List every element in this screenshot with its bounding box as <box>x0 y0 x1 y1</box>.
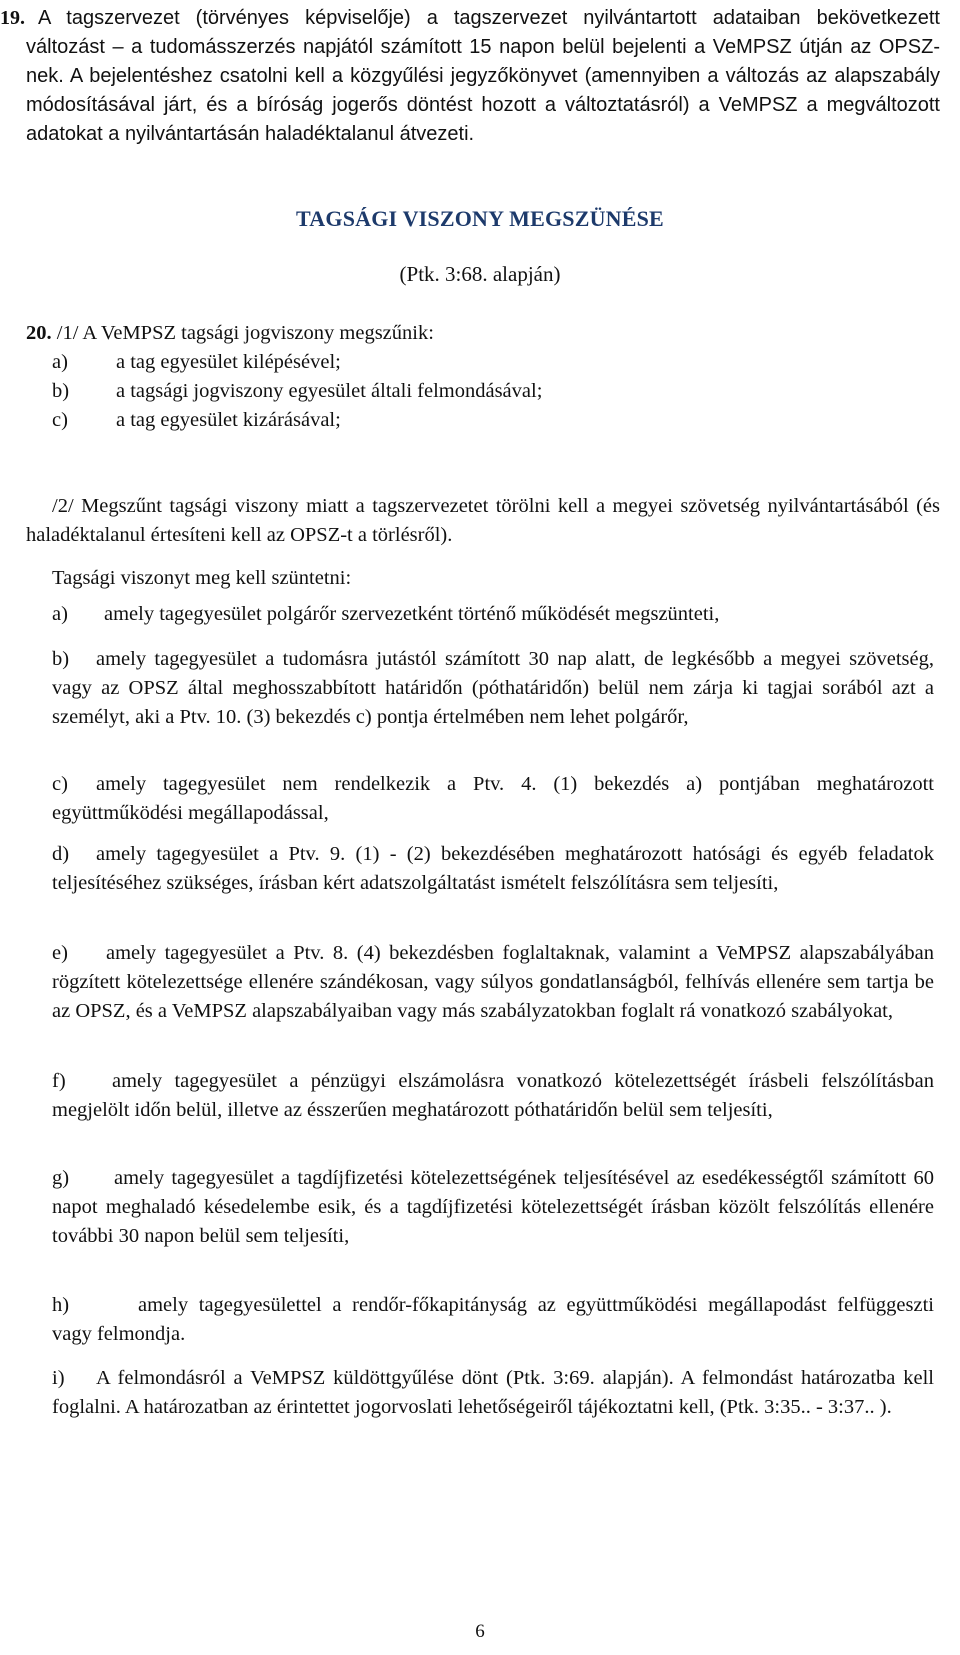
termination-item-g <box>52 1164 934 1251</box>
termination-item-a <box>52 600 934 629</box>
list-item-text: a tag egyesület kilépésével; <box>116 351 341 373</box>
list-item-label: c) <box>52 409 68 431</box>
list-item <box>52 406 932 435</box>
list-item-label: c) <box>52 773 68 795</box>
membership-end-list <box>52 348 932 435</box>
list-item-label: h) <box>52 1294 70 1316</box>
termination-item-d <box>52 840 934 898</box>
section-20-number: 20. <box>26 322 52 344</box>
list-item-text: amely tagegyesület a tudomásra jutástól számított 30 nap alatt, de legkésőbb a megyei szövetség, vagy az OPSZ által meghosszabbított határidőn (póthatáridőn) belül nem zárja ki tagjai sorából azt a személyt, aki a Ptv. 10. (3) bekezdés c) pontja értelmében nem lehet polgárőr, <box>52 648 934 728</box>
section-20-text: /1/ A VeMPSZ tagsági jogviszony megszűnik: <box>51 322 434 344</box>
termination-item-f <box>52 1067 934 1125</box>
list-item-text: amely tagegyesülettel a rendőr-főkapitányság az együttműködési megállapodást felfüggeszti vagy felmondja. <box>52 1294 934 1345</box>
list-item-text: amely tagegyesület nem rendelkezik a Ptv. 4. (1) bekezdés a) pontjában meghatározott együttműködési megállapodással, <box>52 773 934 824</box>
list-item-label: a) <box>52 603 68 625</box>
list-item-label: a) <box>52 351 68 373</box>
termination-item-i <box>52 1364 934 1422</box>
list-item-text: amely tagegyesület a tagdíjfizetési kötelezettségének teljesítésével az esedékességtől számított 60 napot meghaladó késedelembe esik, és a tagdíjfizetési kötelezettségét írásban közölt felszólítás ellenére további 30 napon belül sem teljesíti, <box>52 1167 934 1247</box>
list-item <box>52 377 932 406</box>
section-19-number: 19. <box>0 7 25 29</box>
list-item-text: amely tagegyesület a pénzügyi elszámolásra vonatkozó kötelezettségét írásbeli felszólításban megjelölt időn belül, illetve az ésszerűen meghatározott póthatáridőn belül sem teljesíti, <box>52 1070 934 1121</box>
page-number: 6 <box>475 1621 485 1642</box>
list-item-label: g) <box>52 1167 70 1189</box>
section-20-para-2: /2/ Megszűnt tagsági viszony miatt a tagszervezetet törölni kell a megyei szövetség nyilvántartásából (és haladéktalanul értesíteni kell az OPSZ-t a törlésről). <box>26 495 940 546</box>
section-19-text-part1: A tagszervezet (törvényes képviselője) a tagszervezet nyilvántartott adataiban bekövetkezett változást – a tudomásszerzés napjától számított 15 napon belül bejelenti a VeMPSZ útján az OPSZ-nek. <box>26 7 940 87</box>
section-subheading: (Ptk. 3:68. alapján) <box>399 262 561 286</box>
list-item-label: e) <box>52 942 68 964</box>
section-20-para-3: Tagsági viszonyt meg kell szüntetni: <box>52 567 352 589</box>
list-item-text: amely tagegyesület polgárőr szervezetként történő működését megszünteti, <box>104 603 720 625</box>
termination-item-b <box>52 645 934 732</box>
list-item-text: a tagsági jogviszony egyesület általi felmondásával; <box>116 380 543 402</box>
section-19-text-part2: A bejelentéshez csatolni kell a közgyűlési jegyzőkönyvet (amennyiben a változás az alapszabály módosításával járt, és a bíróság jogerős döntést hozott a változtatásról) a VeMPSZ a megváltozott adatokat a nyilvántartásán haladéktalanul átvezeti. <box>26 65 940 145</box>
list-item-text: a tag egyesület kizárásával; <box>116 409 341 431</box>
list-item-text: amely tagegyesület a Ptv. 9. (1) - (2) bekezdésében meghatározott hatósági és egyéb feladatok teljesítéséhez szükséges, írásban kért adatszolgáltatást ismételt felszólításra sem teljesíti, <box>52 843 934 894</box>
section-heading: TAGSÁGI VISZONY MEGSZÜNÉSE <box>296 206 664 231</box>
list-item-text: amely tagegyesület a Ptv. 8. (4) bekezdésben foglaltaknak, valamint a VeMPSZ alapszabályában rögzített kötelezettsége ellenére szándékosan, vagy súlyos gondatlanságból, felhívás ellenére sem tartja be az OPSZ, és a VeMPSZ alapszabályaiban vagy más szabályzatokban foglalt rá vonatkozó szabályokat, <box>52 942 934 1022</box>
list-item <box>52 348 932 377</box>
list-item-label: b) <box>52 380 70 402</box>
section-20-paragraph <box>26 319 940 348</box>
list-item-label: i) <box>52 1367 65 1389</box>
list-item-label: b) <box>52 648 70 670</box>
section-19-paragraph <box>0 4 940 149</box>
list-item-label: f) <box>52 1070 66 1092</box>
list-item-label: d) <box>52 843 70 865</box>
termination-item-e <box>52 939 934 1026</box>
list-item-text: A felmondásról a VeMPSZ küldöttgyűlése dönt (Ptk. 3:69. alapján). A felmondást határozatba kell foglalni. A határozatban az érintettet jogorvoslati lehetőségeiről tájékoztatni kell, (Ptk. 3:35.. - 3:37.. ). <box>52 1367 934 1418</box>
termination-item-c <box>52 770 934 828</box>
termination-item-h <box>52 1291 934 1349</box>
